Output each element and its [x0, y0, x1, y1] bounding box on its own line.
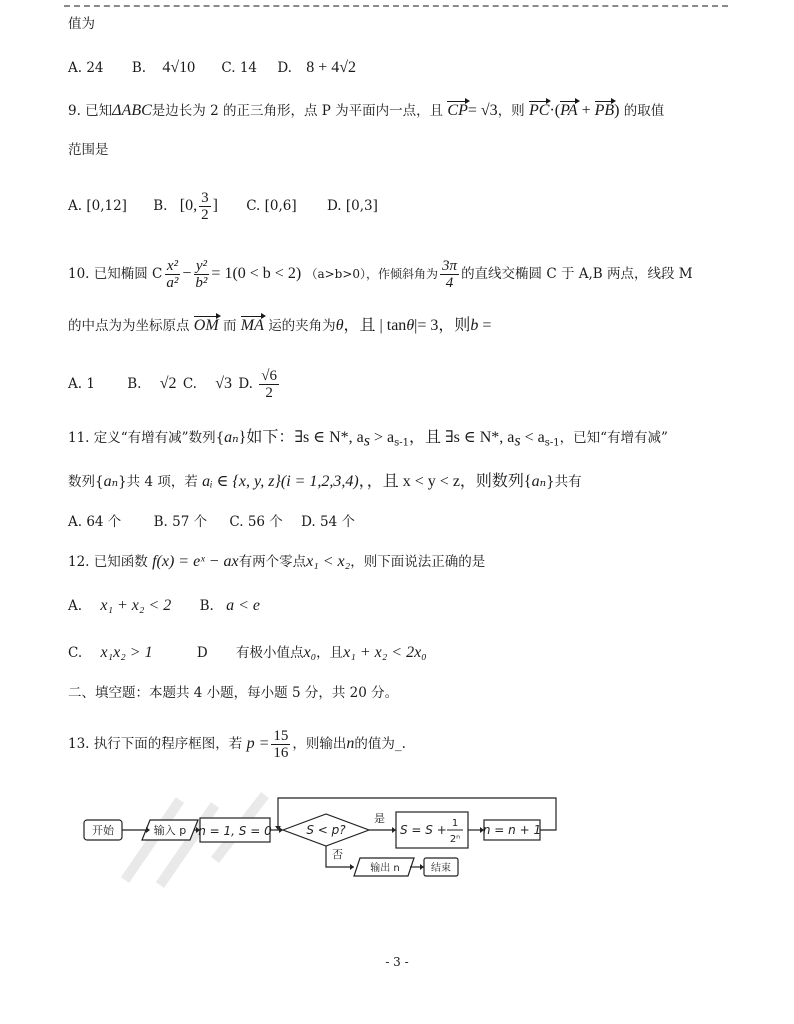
q10-option-d-fraction: [259, 368, 279, 401]
q11-known: ，已知“有增有减”: [559, 430, 668, 446]
q9-options: [68, 190, 378, 223]
flow-update-s-label: S = S +: [400, 823, 447, 837]
q10-line2-a: 的中点为为坐标原点: [68, 318, 190, 334]
q11-cond-b: ，且 ∃s ∈ N*, a: [408, 429, 515, 446]
q11-line2-a: 数列{: [68, 474, 104, 490]
q9-plus: +: [577, 102, 595, 119]
prev-question-tail: 值为: [68, 16, 95, 32]
q10-frac-y: [193, 258, 209, 291]
flow-decision-label: S < p?: [306, 823, 346, 837]
q12-option-b: B.: [199, 598, 214, 614]
q12-function: f(x) = eˣ − ax: [152, 553, 239, 570]
q12-option-a-value: x₁ + x₂ < 2: [100, 597, 172, 614]
q13-fraction: [271, 728, 290, 761]
q11-sub-s1: s-1: [394, 437, 409, 449]
q11-stem-line1: [68, 428, 668, 454]
q8-option-b: B.: [131, 60, 147, 76]
q12-option-d-x0: x₀: [303, 644, 317, 661]
q11-sub-s1-2: s-1: [544, 437, 560, 449]
q12-stem: [68, 552, 485, 572]
q9-option-b: B.: [153, 198, 168, 214]
q9-option-b-fraction: [199, 190, 211, 223]
q12-zeros: x₁ < x₂: [306, 553, 351, 570]
q11-ai: aᵢ ∈ {x, y, z}(i = 1,2,3,4): [202, 473, 359, 490]
q10-option-c: C.: [182, 376, 197, 392]
q11-line2-d: }共有: [546, 474, 582, 490]
q9-triangle: ΔABC: [112, 102, 152, 119]
q13-n: n: [346, 735, 355, 752]
q9-cp-value: = √3: [467, 102, 498, 119]
q12-option-d-value: x₁ + x₂ < 2x₀: [343, 644, 427, 661]
q12-options-cd: [68, 643, 427, 663]
q9-vector-pb: PB: [594, 102, 615, 119]
q10-vector-ma: MA: [240, 317, 264, 334]
q9-frac-den: 2: [201, 207, 209, 223]
q13-number: 13. 执行下面的程序框图，若: [68, 736, 243, 752]
q10-eq: =: [478, 317, 492, 334]
q13-stem: [68, 728, 406, 761]
q13-p: p =: [246, 735, 270, 752]
flow-no-label: 否: [332, 848, 343, 861]
q8-option-a: A. 24: [68, 60, 104, 76]
arrowhead: [279, 827, 283, 833]
q9-option-c: C. [0,6]: [246, 198, 297, 214]
q9-number: 9. 已知: [68, 103, 113, 119]
q11-options: [68, 512, 355, 532]
q10-x2: x²: [166, 258, 178, 274]
q10-d-den: 2: [265, 385, 273, 401]
q10-vector-om: OM: [193, 317, 219, 334]
flow-update-s-num: 1: [451, 818, 459, 829]
flow-end-label: 结束: [431, 863, 451, 874]
q10-condition2: （a>b>0），作倾斜角为: [305, 267, 439, 281]
q12-number: 12. 已知函数: [68, 554, 148, 570]
q10-option-b-value: √2: [159, 375, 177, 392]
q11-line2-c: ，，且 x < y < z，则数列{: [358, 473, 532, 490]
q11-number: 11. 定义“有增有减”数列{: [68, 430, 225, 446]
q9-stem-line2: 范围是: [68, 142, 109, 158]
q9-vector-cp: CP: [447, 102, 468, 119]
q11-an-3: aₙ: [531, 473, 547, 490]
q11-stem-line2: [68, 472, 582, 492]
q13-tail: 的值为_.: [354, 736, 406, 752]
q11-option-d: D. 54 个: [301, 514, 355, 530]
q8-option-d-value: 8 + 4√2: [306, 59, 357, 76]
q10-stem-line2: [68, 316, 491, 336]
q10-tail: 的直线交椭圆 C 于 A,B 两点，线段 M: [461, 266, 693, 282]
q10-options: [68, 368, 281, 401]
q9-dot: ·(: [549, 102, 561, 119]
q11-option-b: B. 57 个: [153, 514, 208, 530]
flow-init-label: n = 1, S = 0: [198, 824, 272, 838]
q12-option-c-value: x₁x₂ > 1: [100, 644, 153, 661]
q10-option-b: B.: [127, 376, 142, 392]
q10-option-d: D.: [238, 376, 253, 392]
q10-stem-line1: [68, 258, 693, 291]
q10-line2-f: |= 3，则: [414, 317, 471, 334]
q9-option-a: A. [0,12]: [68, 198, 127, 214]
q9-option-b-right: ]: [212, 197, 218, 214]
q10-angle-num: 3π: [442, 258, 458, 274]
q10-theta: θ: [335, 317, 344, 334]
q11-sub-s: s: [363, 432, 370, 450]
q9-option-d: D. [0,3]: [326, 198, 378, 214]
q9-then: ，则: [497, 103, 525, 119]
q11-an: aₙ: [224, 429, 239, 446]
q10-line2-c: 运的夹角为: [268, 318, 336, 334]
q12-option-d: D: [196, 645, 208, 661]
q9-text: 是边长为 2 的正三角形，点 P 为平面内一点，且: [151, 103, 444, 119]
program-flowchart: [0, 790, 794, 910]
q8-option-b-value: 4√10: [162, 59, 196, 76]
q13-output-text: ，则输出: [292, 736, 347, 752]
q10-theta2: θ: [406, 317, 415, 334]
q11-option-a: A. 64 个: [68, 514, 122, 530]
q9-vector-pc: PC: [528, 102, 550, 119]
q9-option-b-left: [0,: [179, 197, 198, 214]
q11-line2-b: }共 4 项，若: [118, 474, 198, 490]
q11-option-c: C. 56 个: [229, 514, 283, 530]
q9-tail: 的取值: [623, 103, 665, 119]
section-fill-in-heading: 二、填空题：本题共 4 小题，每小题 5 分，共 20 分。: [68, 685, 399, 701]
q8-option-c: C. 14: [221, 60, 258, 76]
q10-minus: −: [182, 265, 192, 282]
q10-condition: = 1(0 < b < 2): [211, 265, 302, 282]
q10-frac-x: [164, 258, 180, 291]
q10-d-num: √6: [261, 368, 277, 384]
q10-number: 10. 已知椭圆 C: [68, 266, 163, 282]
q12-option-c: C.: [68, 645, 83, 661]
arrowhead: [350, 864, 354, 870]
q9-frac-num: 3: [201, 190, 209, 206]
q13-num: 15: [273, 728, 289, 744]
q10-angle-den: 4: [445, 275, 454, 291]
q10-line2-b: 而: [222, 318, 237, 334]
q10-b: b: [470, 317, 479, 334]
q12-option-d-tail: ，且: [316, 645, 344, 661]
q10-option-a: A. 1: [68, 376, 95, 392]
q11-cond-a: }如下：∃s ∈ N*, a: [238, 429, 364, 446]
q11-lt: < a: [520, 429, 545, 446]
flow-update-n-label: n = n + 1: [482, 823, 542, 837]
q10-option-c-value: √3: [215, 375, 233, 392]
flow-update-s-den: 2ⁿ: [449, 834, 461, 845]
q11-sub-s-2: s: [514, 432, 521, 450]
q8-option-d: D.: [277, 60, 292, 76]
q8-options: [68, 58, 356, 78]
q13-den: 16: [273, 745, 289, 761]
q12-option-b-value: a < e: [226, 597, 260, 614]
flow-input-label: 输入 p: [153, 824, 187, 837]
q10-line2-d: ，且 | tan: [343, 317, 407, 334]
q11-gt: > a: [369, 429, 395, 446]
q10-angle: [440, 258, 459, 291]
q11-an-2: aₙ: [103, 473, 119, 490]
q10-y2: y²: [195, 258, 207, 274]
flow-yes-label: 是: [374, 812, 385, 825]
top-dashed-rule: [64, 5, 728, 7]
page-number: - 3 -: [385, 955, 409, 969]
q12-option-a: A.: [68, 598, 83, 614]
q12-options-ab: [68, 596, 260, 616]
q12-zeros-text: 有两个零点: [238, 554, 307, 570]
flow-start-label: 开始: [92, 824, 114, 837]
q9-vector-pa: PA: [560, 102, 578, 119]
q9-stem-line1: [68, 101, 664, 121]
q12-tail: ，则下面说法正确的是: [350, 554, 486, 570]
q10-b2: b²: [195, 275, 208, 291]
q10-a2: a²: [166, 275, 179, 291]
arrowhead: [392, 827, 396, 833]
flow-output-label: 输出 n: [370, 863, 400, 874]
q12-option-d-text: 有极小值点: [235, 645, 304, 661]
q9-close: ): [614, 102, 620, 119]
